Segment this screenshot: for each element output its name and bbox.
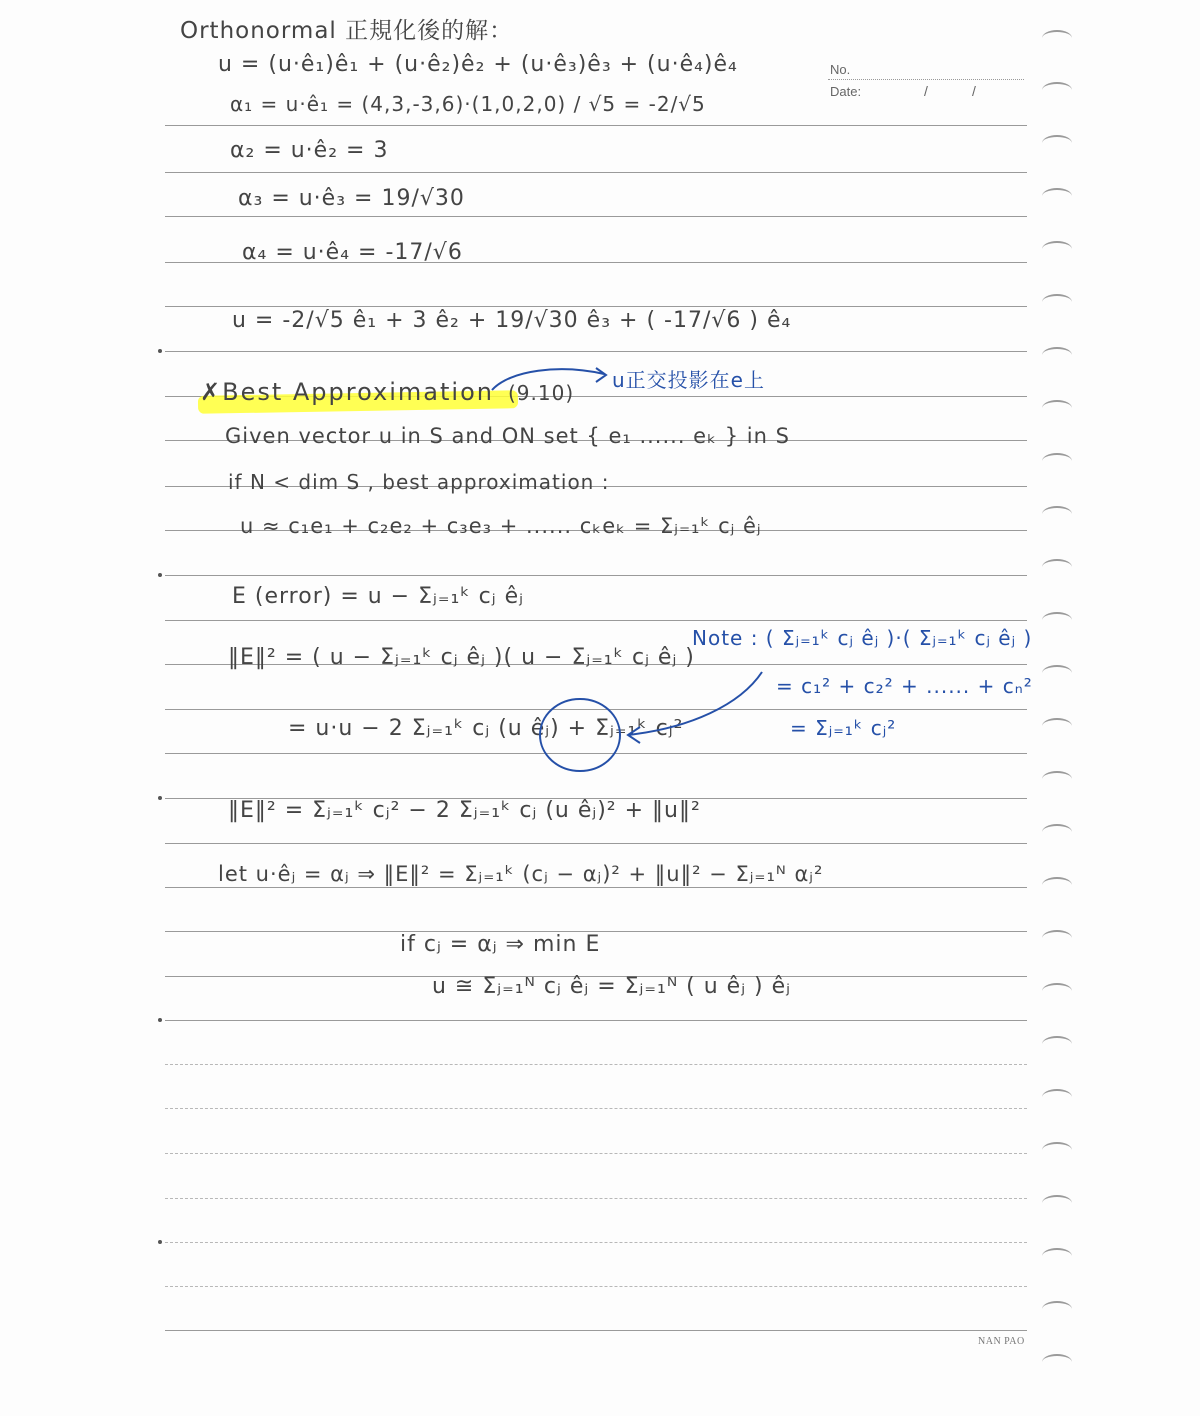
- ruled-line: [165, 1020, 1027, 1021]
- binder-ring: [1042, 506, 1072, 522]
- note-sigma-line: = Σⱼ₌₁ᵏ cⱼ²: [790, 716, 897, 740]
- section-title-orthonormal: Orthonormal 正規化後的解：: [180, 18, 514, 44]
- date-separator: /: [924, 83, 928, 99]
- binder-ring: [1042, 771, 1072, 787]
- date-separator: /: [972, 83, 976, 99]
- final-approximation-line: u ≅ Σⱼ₌₁ᴺ cⱼ êⱼ = Σⱼ₌₁ᴺ ( u êⱼ ) êⱼ: [432, 974, 792, 999]
- binder-ring: [1042, 1142, 1072, 1158]
- binder-ring: [1042, 1354, 1072, 1370]
- binder-ring: [1042, 188, 1072, 204]
- norm-rewrite-line: ‖E‖² = Σⱼ₌₁ᵏ cⱼ² − 2 Σⱼ₌₁ᵏ cⱼ (u êⱼ)² + ‖u‖²: [228, 798, 701, 823]
- projection-note: u正交投影在e上: [612, 368, 765, 392]
- ruled-line: [165, 172, 1027, 173]
- binder-ring: [1042, 1248, 1072, 1264]
- binder-ring: [1042, 665, 1072, 681]
- ruled-line: [165, 1330, 1027, 1331]
- ruled-line: [165, 306, 1027, 307]
- binder-ring: [1042, 30, 1072, 46]
- binder-ring: [1042, 718, 1072, 734]
- margin-dot: [158, 1018, 162, 1022]
- binder-ring: [1042, 1036, 1072, 1052]
- condition-line: if N < dim S , best approximation :: [228, 470, 610, 494]
- alpha3-line: α₃ = u·ê₃ = 19/√30: [238, 186, 465, 211]
- note-sum-line: = c₁² + c₂² + ...... + cₙ²: [776, 674, 1033, 698]
- binder-ring: [1042, 400, 1072, 416]
- ruled-line: [165, 1153, 1027, 1154]
- binder-ring: [1042, 612, 1072, 628]
- binder-ring: [1042, 559, 1072, 575]
- ruled-line: [165, 1242, 1027, 1243]
- brand-label: NAN PAO: [978, 1336, 1025, 1347]
- binder-ring: [1042, 453, 1072, 469]
- margin-dot: [158, 1240, 162, 1244]
- alpha1-line: α₁ = u·ê₁ = (4,3,-3,6)·(1,0,2,0) / √5 = -2/√5: [230, 92, 706, 116]
- section-reference: (9.10): [508, 381, 575, 405]
- projection-arrowhead: [596, 368, 606, 382]
- alpha4-line: α₄ = u·ê₄ = -17/√6: [242, 240, 463, 265]
- binder-ring: [1042, 983, 1072, 999]
- minimum-condition-line: if cⱼ = αⱼ ⇒ min E: [400, 932, 601, 957]
- no-label: No.: [830, 62, 851, 77]
- ruled-line: [165, 575, 1027, 576]
- binder-ring: [1042, 1089, 1072, 1105]
- result-line: u = -2/√5 ê₁ + 3 ê₂ + 19/√30 ê₃ + ( -17/√6 ) ê₄: [232, 308, 792, 333]
- ruled-line: [165, 351, 1027, 352]
- ruled-line: [165, 709, 1027, 710]
- binder-ring: [1042, 824, 1072, 840]
- margin-dot: [158, 796, 162, 800]
- ruled-line: [165, 1198, 1027, 1199]
- approximation-line: u ≈ c₁e₁ + c₂e₂ + c₃e₃ + ...... cₖeₖ = Σⱼ₌₁ᵏ cⱼ êⱼ: [240, 514, 762, 538]
- ruled-line: [165, 125, 1027, 126]
- binder-ring: [1042, 1195, 1072, 1211]
- ruled-line: [165, 887, 1027, 888]
- section-title-best-approximation: ✗Best Approximation: [200, 378, 494, 406]
- ruled-line: [165, 1108, 1027, 1109]
- ruled-line: [165, 216, 1027, 217]
- date-label: Date:: [830, 84, 862, 99]
- note-line: Note : ( Σⱼ₌₁ᵏ cⱼ êⱼ )·( Σⱼ₌₁ᵏ cⱼ êⱼ ): [692, 626, 1033, 650]
- ruled-line: [165, 620, 1027, 621]
- ruled-line: [165, 843, 1027, 844]
- binder-ring: [1042, 1301, 1072, 1317]
- binder-ring: [1042, 241, 1072, 257]
- error-definition: E (error) = u − Σⱼ₌₁ᵏ cⱼ êⱼ: [232, 584, 524, 609]
- given-line: Given vector u in S and ON set { e₁ ...... eₖ } in S: [225, 424, 790, 448]
- norm-squared-line: ‖E‖² = ( u − Σⱼ₌₁ᵏ cⱼ êⱼ )( u − Σⱼ₌₁ᵏ cⱼ êⱼ ): [228, 645, 695, 670]
- ruled-line: [165, 1064, 1027, 1065]
- ruled-line: [165, 1286, 1027, 1287]
- no-line: [828, 79, 1024, 80]
- let-alpha-line: let u·êⱼ = αⱼ ⇒ ‖E‖² = Σⱼ₌₁ᵏ (cⱼ − αⱼ)² + ‖u‖² − Σⱼ₌₁ᴺ αⱼ²: [218, 862, 824, 886]
- binder-ring: [1042, 347, 1072, 363]
- binder-ring: [1042, 930, 1072, 946]
- expansion-line: u = (u·ê₁)ê₁ + (u·ê₂)ê₂ + (u·ê₃)ê₃ + (u·ê₄)ê₄: [218, 52, 738, 77]
- norm-expansion-line: = u·u − 2 Σⱼ₌₁ᵏ cⱼ (u êⱼ) + Σⱼ₌₁ᵏ cⱼ²: [288, 716, 684, 741]
- margin-dot: [158, 349, 162, 353]
- binder-ring: [1042, 294, 1072, 310]
- margin-dot: [158, 573, 162, 577]
- alpha2-line: α₂ = u·ê₂ = 3: [230, 138, 389, 163]
- ruled-line: [165, 753, 1027, 754]
- binder-ring: [1042, 82, 1072, 98]
- binder-ring: [1042, 135, 1072, 151]
- binder-ring: [1042, 877, 1072, 893]
